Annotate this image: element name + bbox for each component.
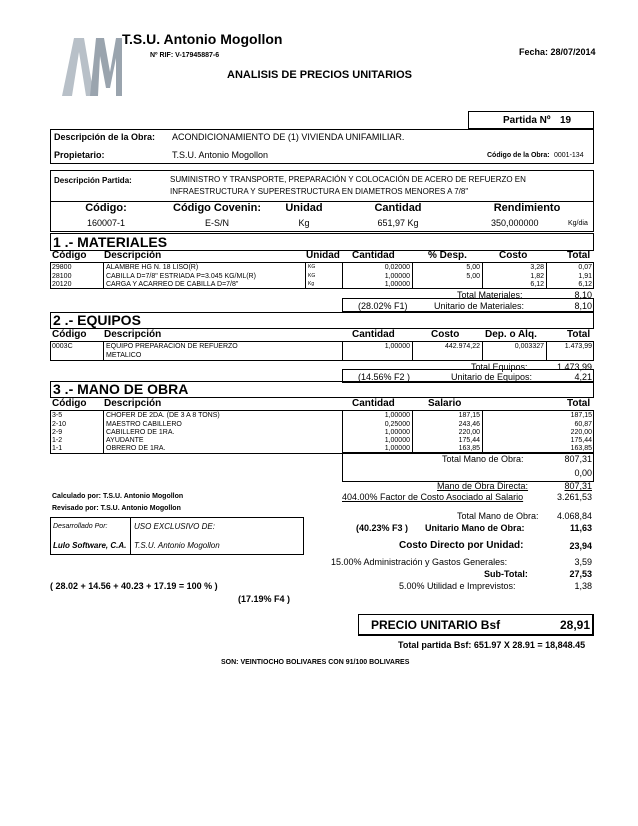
partida-label: Partida Nº xyxy=(503,115,551,126)
factor-costo-value: 3.261,53 xyxy=(556,492,592,502)
page-title: ANALISIS DE PRECIOS UNITARIOS xyxy=(227,69,412,81)
table-row-cell: 60,87 xyxy=(574,421,592,428)
col-divider xyxy=(103,262,104,289)
total-mano-obra-label: Total Mano de Obra: xyxy=(442,454,524,464)
table-row-cell: 20120 xyxy=(52,281,72,288)
codigo-obra-value: 0001-134 xyxy=(554,152,584,159)
mat-header-descripcion: Descripción xyxy=(104,250,162,261)
obra-desc-label: Descripción de la Obra: xyxy=(54,132,156,142)
table-row-cell: 5,00 xyxy=(466,273,480,280)
table-row-cell: 6,12 xyxy=(578,281,592,288)
table-row-cell: 243,46 xyxy=(458,421,480,428)
info-header-cantidad: Cantidad xyxy=(374,202,422,214)
table-row-cell: 1,00000 xyxy=(384,437,410,444)
descripcion-partida-line2: INFRAESTRUCTURA Y SUPERESTRUCTURA EN DIAMETROS MENORES A 7/8" xyxy=(170,187,469,196)
mo-header-codigo: Código xyxy=(52,398,87,409)
table-row-cell: 1,00000 xyxy=(384,412,410,419)
table-row-cell: 175,44 xyxy=(458,437,480,444)
eq-header-total: Total xyxy=(567,329,591,340)
table-row-cell: 1-2 xyxy=(52,437,63,444)
table-row-cell: 1,00000 xyxy=(384,273,410,280)
codigo-obra-label: Código de la Obra: xyxy=(487,152,550,159)
table-row-cell: 2-9 xyxy=(52,429,63,436)
materiales-title: 1 .- MATERIALES xyxy=(53,234,168,250)
table-row-cell: OBRERO DE 1RA. xyxy=(106,445,166,452)
calculado-por: Calculado por: T.S.U. Antonio Mogollon xyxy=(52,493,184,500)
info-header-covenin: Código Covenin: xyxy=(173,202,261,214)
unitario-equipos-value: 4,21 xyxy=(574,372,592,382)
info-codigo: 160007-1 xyxy=(86,218,126,228)
total-materiales-label: Total Materiales: xyxy=(457,290,523,300)
utilidad-label: 5.00% Utilidad e Imprevistos: xyxy=(399,581,516,591)
table-row-cell: EQUIPO PREPARACION DE REFUERZO xyxy=(106,343,238,350)
table-row-cell: KG xyxy=(308,264,316,270)
table-row-cell: 442.974,22 xyxy=(444,343,480,350)
table-row-cell: 29800 xyxy=(52,264,72,271)
costo-directo-label: Costo Directo por Unidad: xyxy=(399,540,524,551)
table-row-cell: 163,85 xyxy=(570,445,592,452)
table-row-cell: 175,44 xyxy=(570,437,592,444)
mo-header-cantidad: Cantidad xyxy=(352,398,395,409)
equipos-title: 2 .- EQUIPOS xyxy=(53,312,141,328)
total-partida: Total partida Bsf: 651.97 X 28.91 = 18,848.45 xyxy=(398,640,586,650)
table-row-cell: ALAMBRE HG N. 18 LISO(R) xyxy=(106,264,199,271)
table-row-cell: 3,28 xyxy=(530,264,544,271)
son-monto: SON: VEINTIOCHO BOLIVARES CON 91/100 BOLIVARES xyxy=(221,659,410,666)
partida-number: 19 xyxy=(560,115,572,126)
table-row-cell: 163,85 xyxy=(458,445,480,452)
info-header-rendimiento: Rendimiento xyxy=(493,202,561,214)
table-row-cell: 2-10 xyxy=(52,421,67,428)
uso-exclusivo-label: USO EXCLUSIVO DE: xyxy=(134,522,215,531)
eq-header-cantidad: Cantidad xyxy=(352,329,395,340)
factor-f1: (28.02% F1) xyxy=(358,301,408,311)
col-divider xyxy=(103,341,104,361)
obra-desc-value: ACONDICIONAMIENTO DE (1) VIVIENDA UNIFAMILIAR. xyxy=(172,132,405,142)
table-row-cell: 0,003327 xyxy=(514,343,544,350)
table-row-cell: 0,07 xyxy=(578,264,592,271)
company-logo xyxy=(60,32,122,98)
eq-header-dep: Dep. o Alq. xyxy=(485,329,537,340)
unitario-materiales-value: 8,10 xyxy=(574,301,592,311)
eq-header-descripcion: Descripción xyxy=(104,329,162,340)
info-unidad: Kg xyxy=(298,218,310,228)
table-row-cell: CABILLERO DE 1RA. xyxy=(106,429,175,436)
table-row-cell: 1-1 xyxy=(52,445,63,452)
total-equipos-value: 1.473,99 xyxy=(556,362,592,372)
total-mano-obra2-label: Total Mano de Obra: xyxy=(457,511,539,521)
mat-header-codigo: Código xyxy=(52,250,87,261)
mo-header-descripcion: Descripción xyxy=(104,398,162,409)
total-mano-obra2-value: 4.068,84 xyxy=(556,511,592,521)
costo-directo-value: 23,94 xyxy=(569,541,592,551)
factor-costo-label: 404.00% Factor de Costo Asociado al Salario xyxy=(342,492,524,502)
col-divider xyxy=(130,517,131,555)
table-row-cell: AYUDANTE xyxy=(106,437,144,444)
total-materiales-value: 8,10 xyxy=(574,290,592,300)
rif: Nº RIF: V-17945887-6 xyxy=(150,52,220,59)
table-row-cell: CARGA Y ACARREO DE CABILLA D=7/8" xyxy=(106,281,239,288)
table-row-cell: 6,12 xyxy=(530,281,544,288)
factor-f3: (40.23% F3 ) xyxy=(356,523,409,533)
fecha: Fecha: 28/07/2014 xyxy=(519,47,596,57)
table-row-cell: 1.473,99 xyxy=(564,343,592,350)
table-row-cell: 1,00000 xyxy=(384,343,410,350)
table-row-cell: 187,15 xyxy=(570,412,592,419)
desarrollado-label: Desarrollado Por: xyxy=(53,523,108,530)
mano-obra-directa-label: Mano de Obra Directa: xyxy=(437,481,529,491)
total-mano-obra-value: 807,31 xyxy=(564,454,592,464)
table-row-cell: 5,00 xyxy=(466,264,480,271)
unitario-materiales-label: Unitario de Materiales: xyxy=(434,301,525,311)
mat-header-unidad: Unidad xyxy=(306,250,340,261)
unitario-mano-obra-label: Unitario Mano de Obra: xyxy=(425,523,525,533)
info-rend-unit: Kg/dia xyxy=(568,220,588,227)
table-row-cell: MAESTRO CABILLERO xyxy=(106,421,182,428)
descripcion-partida-label: Descripción Partida: xyxy=(54,176,132,185)
col-divider xyxy=(103,410,104,454)
table-row-cell: 0,02000 xyxy=(384,264,410,271)
factor-f2: (14.56% F2 ) xyxy=(358,372,411,382)
mano-obra-title: 3 .- MANO DE OBRA xyxy=(53,381,189,397)
table-row-cell: 1,00000 xyxy=(384,281,410,288)
table-row-cell: Kg xyxy=(308,281,315,287)
mat-header-cantidad: Cantidad xyxy=(352,250,395,261)
info-covenin: E-S/N xyxy=(204,218,229,228)
info-header-codigo: Código: xyxy=(85,202,127,214)
revisado-por: Revisado por: T.S.U. Antonio Mogollon xyxy=(52,505,181,512)
table-row-cell: 3-5 xyxy=(52,412,63,419)
table-row-cell: 0003C xyxy=(52,343,73,350)
table-row-cell: 1,82 xyxy=(530,273,544,280)
info-rendimiento: 350,000000 xyxy=(491,218,539,228)
table-row-cell: 220,00 xyxy=(458,429,480,436)
unitario-mano-obra-value: 11,63 xyxy=(569,523,592,533)
table-row-cell: 28100 xyxy=(52,273,72,280)
col-divider xyxy=(305,262,306,289)
table-row-cell: 1,00000 xyxy=(384,445,410,452)
precio-unitario-label: PRECIO UNITARIO Bsf xyxy=(371,618,501,632)
info-header-unidad: Unidad xyxy=(285,202,323,214)
mat-header-costo: Costo xyxy=(499,250,528,261)
admin-value: 3,59 xyxy=(574,557,592,567)
table-row-cell: KG xyxy=(308,273,316,279)
propietario-label: Propietario: xyxy=(54,150,105,160)
formula: ( 28.02 + 14.56 + 40.23 + 17.19 = 100 % ) xyxy=(50,581,218,591)
admin-label: 15.00% Administración y Gastos Generales: xyxy=(331,557,508,567)
table-row-cell: CABILLA D=7/8" ESTRIADA P=3.045 KG/ML(R) xyxy=(106,273,256,280)
eq-header-codigo: Código xyxy=(52,329,87,340)
propietario-value: T.S.U. Antonio Mogollon xyxy=(172,150,269,160)
table-row-cell: 1,00000 xyxy=(384,429,410,436)
total-equipos-label: Total Equipos: xyxy=(471,362,528,372)
mat-header-desp: % Desp. xyxy=(428,250,467,261)
uso-exclusivo-value: T.S.U. Antonio Mogollon xyxy=(134,541,220,550)
company-name: T.S.U. Antonio Mogollon xyxy=(122,31,283,47)
table-row-cell: METALICO xyxy=(106,352,142,359)
table-row-cell: 187,15 xyxy=(458,412,480,419)
mo-header-salario: Salario xyxy=(428,398,462,409)
descripcion-partida-line1: SUMINISTRO Y TRANSPORTE, PREPARACIÓN Y COLOCACIÓN DE ACERO DE REFUERZO EN xyxy=(170,175,526,184)
desarrollado-value: Lulo Software, C.A. xyxy=(53,541,127,550)
mano-obra-directa-value: 807,31 xyxy=(564,481,592,491)
table-row-cell: 220,00 xyxy=(570,429,592,436)
mano-obra-extra-value: 0,00 xyxy=(574,468,592,478)
table-row-cell: 1,91 xyxy=(578,273,592,280)
factor-f4: (17.19% F4 ) xyxy=(238,594,291,604)
eq-header-costo: Costo xyxy=(431,329,460,340)
subtotal-label: Sub-Total: xyxy=(484,569,528,579)
utilidad-value: 1,38 xyxy=(574,581,592,591)
mat-header-total: Total xyxy=(567,250,591,261)
subtotal-value: 27,53 xyxy=(569,569,592,579)
precio-unitario-value: 28,91 xyxy=(559,618,590,632)
mo-header-total: Total xyxy=(567,398,591,409)
table-row-cell: 0,25000 xyxy=(384,421,410,428)
unitario-equipos-label: Unitario de Equipos: xyxy=(451,372,533,382)
info-cantidad: 651,97 Kg xyxy=(377,218,419,228)
table-row-cell: CHOFER DE 2DA. (DE 3 A 8 TONS) xyxy=(106,412,220,419)
